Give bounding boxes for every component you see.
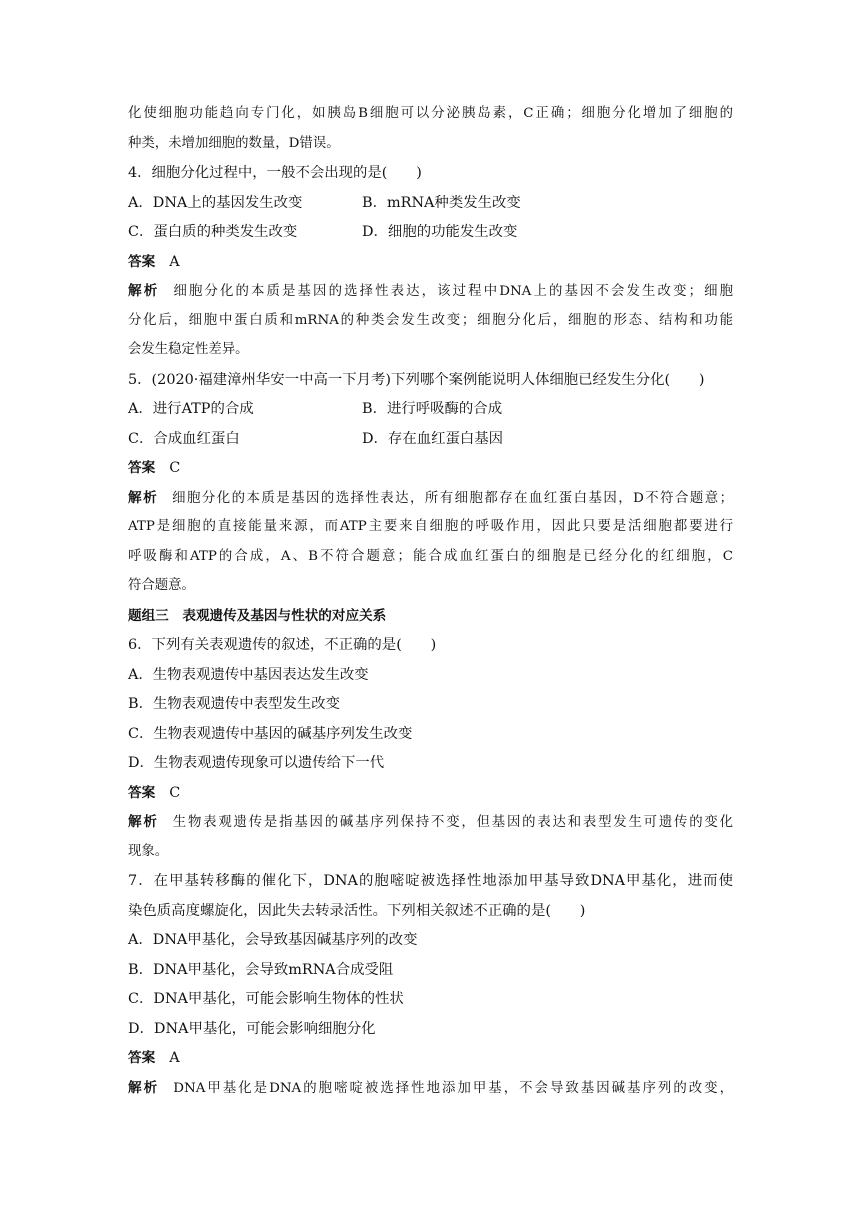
option-5d: D．存在血红蛋白基因 <box>362 431 504 447</box>
answer-4 <box>128 252 180 272</box>
option-5b: B．进行呼吸酶的合成 <box>362 401 503 417</box>
text-line: 呼吸酶和ATP的合成，A、B不符合题意；能合成血红蛋白的细胞是已经分化的红细胞，C <box>128 549 733 564</box>
section-heading: 题组三 表观遗传及基因与性状的对应关系 <box>128 608 387 624</box>
answer-label: 答案 <box>128 785 156 801</box>
option-7a: A．DNA甲基化，会导致基因碱基序列的改变 <box>128 932 418 948</box>
answer-5 <box>128 458 180 478</box>
answer-value: A <box>169 1050 180 1066</box>
text-line: 染色质高度螺旋化，因此失去转录活性。下列相关叙述不正确的是( ) <box>128 903 586 919</box>
explanation-text: 细胞分化的本质是基因的选择性表达，所有细胞都存在血红蛋白基因，D不符合题意； <box>172 491 734 506</box>
question-7: 7．在甲基转移酶的催化下，DNA的胞嘧啶被选择性地添加甲基导致DNA甲基化，进而使 <box>128 873 733 889</box>
question-4: 4．细胞分化过程中，一般不会出现的是( ) <box>128 165 422 181</box>
option-7c: C．DNA甲基化，可能会影响生物体的性状 <box>128 991 404 1007</box>
answer-value: A <box>169 254 180 270</box>
explanation-label: 解析 <box>128 814 159 830</box>
text-line: ATP是细胞的直接能量来源，而ATP主要来自细胞的呼吸作用，因此只要是活细胞都要进行 <box>128 519 733 534</box>
text-line: 种类，未增加细胞的数量，D错误。 <box>128 136 340 151</box>
question-5: 5．(2020·福建漳州华安一中高一下月考)下列哪个案例能说明人体细胞已经发生分化( ) <box>128 372 705 388</box>
option-4d: D．细胞的功能发生改变 <box>362 224 518 240</box>
text-line: 现象。 <box>128 844 169 859</box>
option-6b: B．生物表观遗传中表型发生改变 <box>128 696 341 712</box>
explanation-text: DNA甲基化是DNA的胞嘧啶被选择性地添加甲基，不会导致基因碱基序列的改变， <box>173 1081 733 1096</box>
option-7d: D．DNA甲基化，可能会影响细胞分化 <box>128 1021 376 1037</box>
explanation-label: 解析 <box>128 490 159 506</box>
explanation-4 <box>128 281 733 302</box>
answer-value: C <box>169 785 181 801</box>
text-line: 会发生稳定性差异。 <box>128 342 249 357</box>
option-6a: A．生物表观遗传中基因表达发生改变 <box>128 667 369 683</box>
option-7b: B．DNA甲基化，会导致mRNA合成受阻 <box>128 962 394 978</box>
option-4c: C．蛋白质的种类发生改变 <box>128 224 298 240</box>
option-6c: C．生物表观遗传中基因的碱基序列发生改变 <box>128 726 413 742</box>
option-6d: D．生物表观遗传现象可以遗传给下一代 <box>128 755 385 771</box>
answer-label: 答案 <box>128 1050 156 1066</box>
answer-value: C <box>169 460 181 476</box>
explanation-5 <box>128 488 733 509</box>
explanation-7 <box>128 1078 733 1099</box>
option-4b: B．mRNA种类发生改变 <box>362 195 521 211</box>
explanation-text: 细胞分化的本质是基因的选择性表达，该过程中DNA上的基因不会发生改变；细胞 <box>173 284 734 299</box>
answer-7 <box>128 1048 180 1068</box>
answer-6 <box>128 783 180 803</box>
explanation-label: 解析 <box>128 1080 160 1096</box>
text-line: 符合题意。 <box>128 578 195 593</box>
explanation-6 <box>128 812 733 833</box>
option-5a: A．进行ATP的合成 <box>128 401 254 417</box>
option-4a: A．DNA上的基因发生改变 <box>128 195 303 211</box>
text-line: 化使细胞功能趋向专门化，如胰岛B细胞可以分泌胰岛素，C正确；细胞分化增加了细胞的 <box>128 106 733 121</box>
explanation-label: 解析 <box>128 283 160 299</box>
question-6: 6．下列有关表观遗传的叙述，不正确的是( ) <box>128 637 437 653</box>
explanation-text: 生物表观遗传是指基因的碱基序列保持不变，但基因的表达和表型发生可遗传的变化 <box>172 815 734 830</box>
answer-label: 答案 <box>128 460 156 476</box>
text-line: 分化后，细胞中蛋白质和mRNA的种类会发生改变；细胞分化后，细胞的形态、结构和功能 <box>128 313 733 328</box>
option-5c: C．合成血红蛋白 <box>128 431 240 447</box>
answer-label: 答案 <box>128 254 156 270</box>
